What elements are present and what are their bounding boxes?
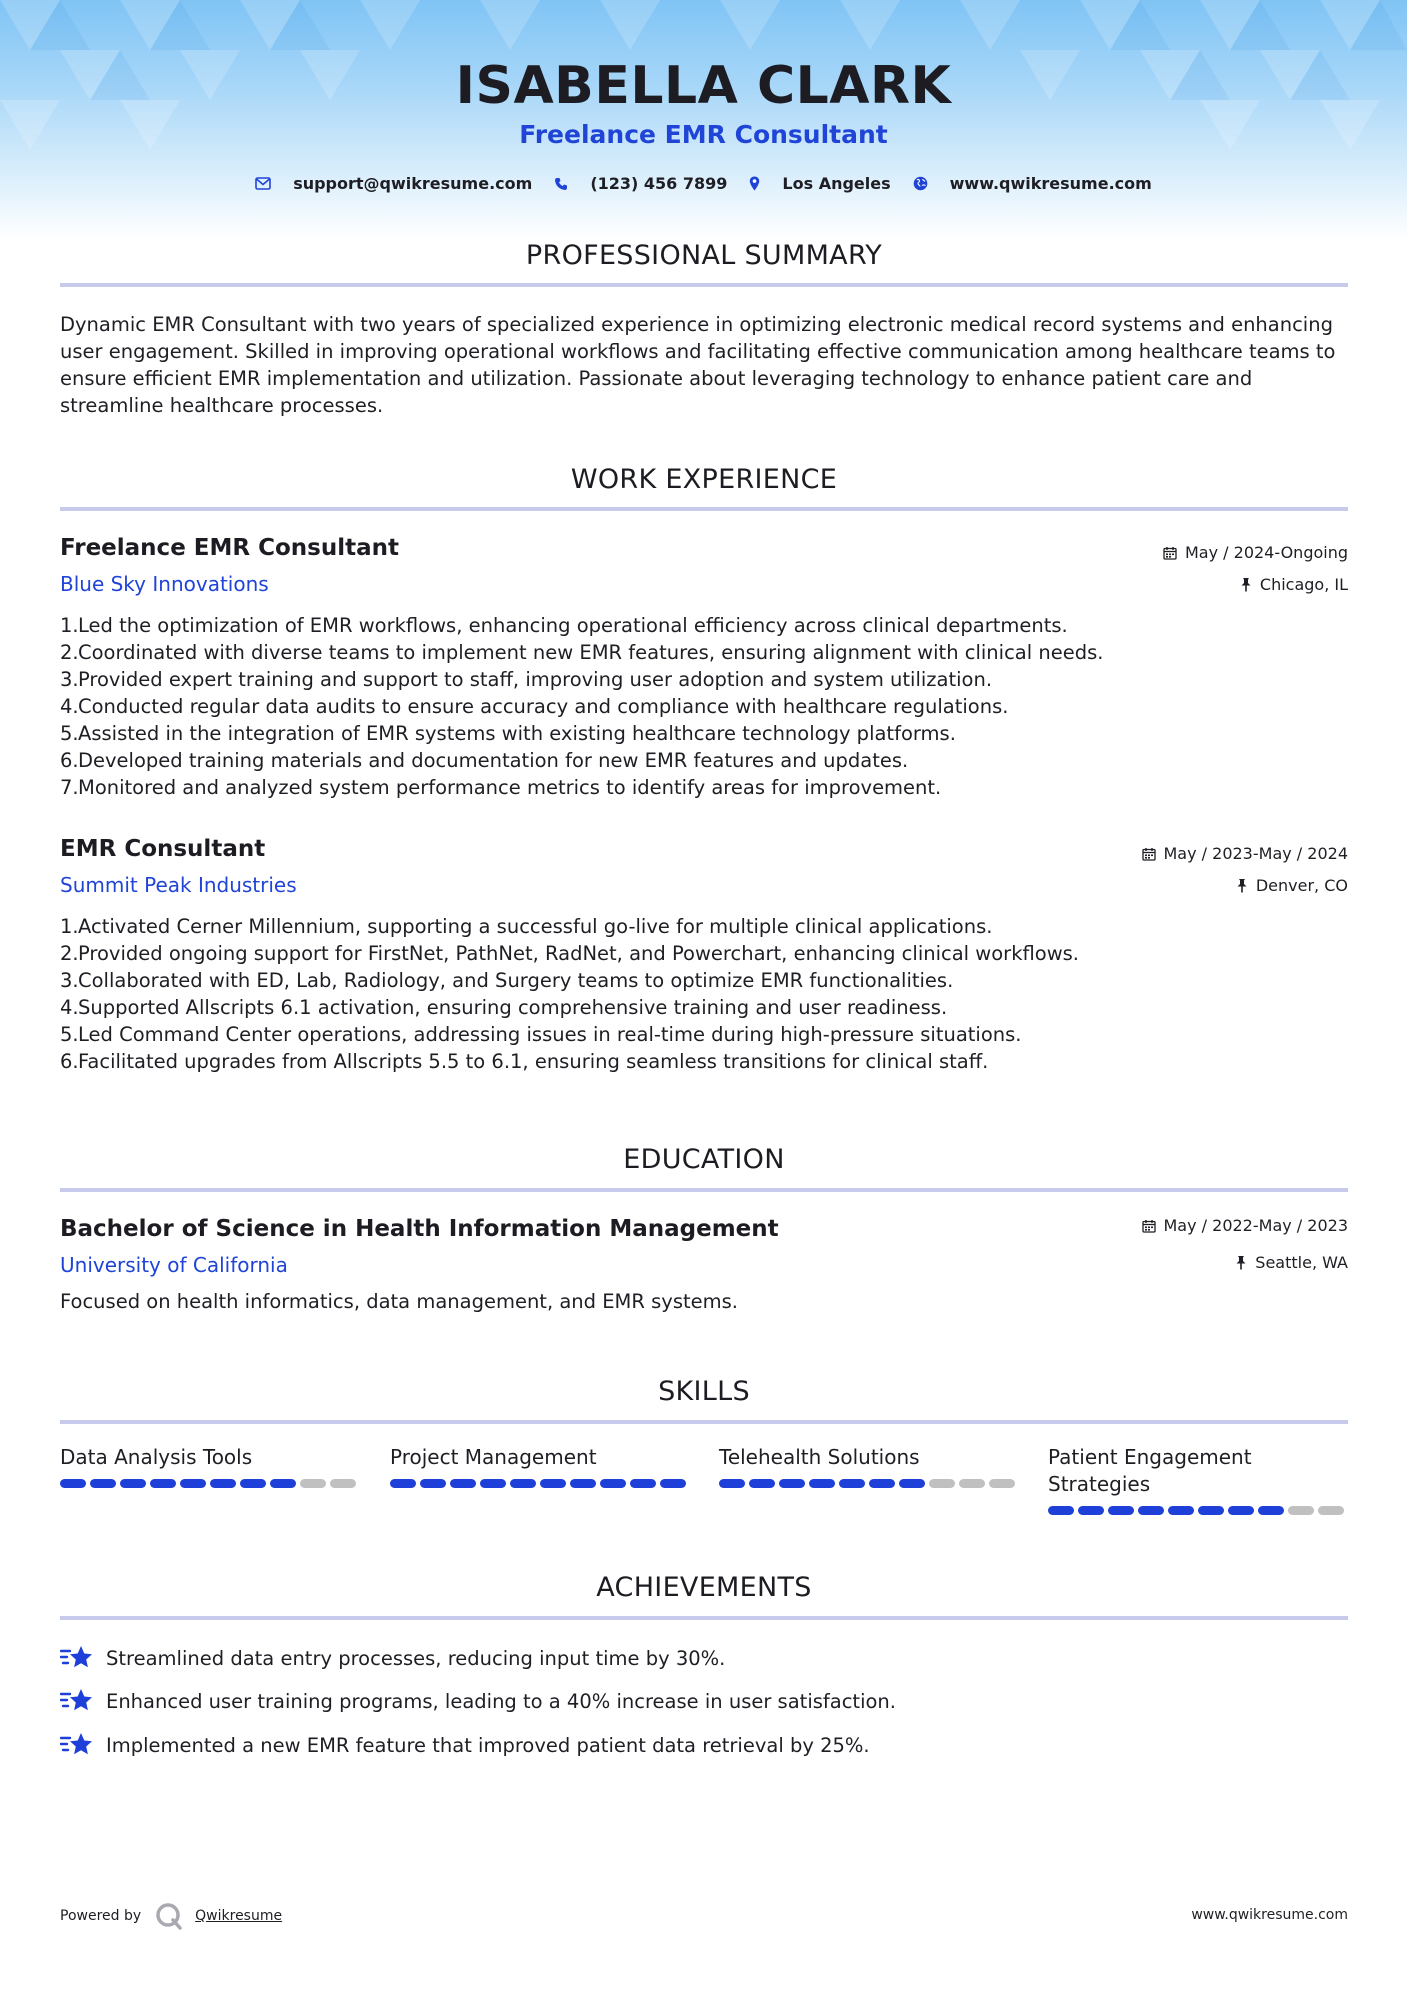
skill-level-bar <box>390 1479 690 1488</box>
section-divider <box>60 283 1348 287</box>
skill-level-segment <box>869 1479 895 1488</box>
skill-item <box>719 1444 1019 1488</box>
star-achievement-icon <box>60 1644 94 1672</box>
skill-name <box>1048 1444 1348 1498</box>
skill-name: Data Analysis Tools <box>60 1445 253 1469</box>
skill-level-segment <box>660 1479 686 1488</box>
job-title: Freelance EMR Consultant <box>60 535 400 561</box>
skill-level-segment <box>600 1479 626 1488</box>
job-dates <box>1142 844 1349 863</box>
powered-by-label: Powered by <box>60 1908 142 1924</box>
section-title-education: EDUCATION <box>623 1144 785 1175</box>
list-item: 5. Assisted in the integration of EMR systems with existing healthcare technology platforms. <box>60 722 956 745</box>
star-achievement-icon <box>60 1687 94 1715</box>
skill-level-segment <box>809 1479 835 1488</box>
skill-level-segment <box>480 1479 506 1488</box>
skill-item <box>390 1444 690 1488</box>
list-item: 4. Supported Allscripts 6.1 activation, ensuring comprehensive training and user readiness. <box>60 996 948 1019</box>
pushpin-icon <box>1236 878 1248 893</box>
skill-level-segment <box>1288 1506 1314 1515</box>
achievement-item <box>60 1731 870 1759</box>
skill-level-segment <box>959 1479 985 1488</box>
education-location <box>1235 1253 1348 1272</box>
education-location-text: Seattle, WA <box>1255 1253 1348 1272</box>
skill-level-segment <box>719 1479 745 1488</box>
skill-level-segment <box>300 1479 326 1488</box>
skill-level-segment <box>989 1479 1015 1488</box>
education-dates <box>1142 1216 1349 1235</box>
skill-level-segment <box>1138 1506 1164 1515</box>
contact-email[interactable] <box>255 174 532 193</box>
calendar-icon <box>1142 847 1156 861</box>
skill-level-segment <box>420 1479 446 1488</box>
skill-level-segment <box>1108 1506 1134 1515</box>
skill-level-segment <box>1048 1506 1074 1515</box>
calendar-icon <box>1163 546 1177 560</box>
list-item: 5. Led Command Center operations, addressing issues in real-time during high-pressure situations. <box>60 1023 1022 1046</box>
map-pin-icon <box>749 176 760 191</box>
skill-level-segment <box>929 1479 955 1488</box>
achievement-text: Implemented a new EMR feature that improved patient data retrieval by 25%. <box>106 1733 870 1757</box>
skill-level-segment <box>1258 1506 1284 1515</box>
list-item: 1. Led the optimization of EMR workflows, enhancing operational efficiency across clinical departments. <box>60 614 1068 637</box>
qwikresume-logo-icon <box>155 1902 183 1930</box>
summary-line: streamline healthcare processes. <box>60 394 384 417</box>
section-divider <box>60 1188 1348 1192</box>
job-company: Summit Peak Industries <box>60 873 297 897</box>
degree-title: Bachelor of Science in Health Information Management <box>60 1216 779 1242</box>
footer-powered-by <box>60 1902 282 1930</box>
list-item: 2. Provided ongoing support for FirstNet, PathNet, RadNet, and Powerchart, enhancing clinical workflows. <box>60 942 1080 965</box>
achievement-text: Streamlined data entry processes, reducing input time by 30%. <box>106 1646 726 1670</box>
section-title-summary: PROFESSIONAL SUMMARY <box>525 240 883 271</box>
job-dates-text: May / 2023-May / 2024 <box>1163 844 1348 863</box>
phone-icon <box>554 177 568 191</box>
job-bullets <box>60 612 1348 801</box>
calendar-icon <box>1142 1219 1156 1233</box>
skill-level-segment <box>1078 1506 1104 1515</box>
skill-name-line: Strategies <box>1048 1472 1151 1496</box>
skill-name-line: Patient Engagement <box>1048 1445 1252 1469</box>
job-location-text: Denver, CO <box>1255 876 1348 895</box>
list-item: 1. Activated Cerner Millennium, supporting a successful go-live for multiple clinical applications. <box>60 915 993 938</box>
achievement-text: Enhanced user training programs, leading to a 40% increase in user satisfaction. <box>106 1689 896 1713</box>
skill-level-segment <box>210 1479 236 1488</box>
star-achievement-icon <box>60 1731 94 1759</box>
contact-bar <box>0 174 1407 193</box>
summary-text <box>60 311 1348 419</box>
skill-level-segment <box>90 1479 116 1488</box>
skill-level-bar <box>60 1479 360 1488</box>
list-item: 3. Provided expert training and support to staff, improving user adoption and system utilization. <box>60 668 993 691</box>
list-item: 6. Facilitated upgrades from Allscripts 5.5 to 6.1, ensuring seamless transitions for clinical staff. <box>60 1050 989 1073</box>
section-title-skills: SKILLS <box>658 1376 750 1407</box>
contact-location-text: Los Angeles <box>782 174 891 193</box>
skill-level-segment <box>1318 1506 1344 1515</box>
skill-level-segment <box>270 1479 296 1488</box>
skill-level-segment <box>390 1479 416 1488</box>
section-title-achievements: ACHIEVEMENTS <box>596 1572 812 1603</box>
skill-level-segment <box>1228 1506 1254 1515</box>
summary-line: Dynamic EMR Consultant with two years of specialized experience in optimizing electronic medical record systems and enhancing <box>60 313 1333 336</box>
skill-level-segment <box>1168 1506 1194 1515</box>
list-item: 7. Monitored and analyzed system performance metrics to identify areas for improvement. <box>60 776 942 799</box>
skill-level-bar <box>719 1479 1019 1488</box>
school-name: University of California <box>60 1253 288 1277</box>
skill-level-segment <box>1198 1506 1224 1515</box>
section-divider <box>60 1616 1348 1620</box>
summary-line: ensure efficient EMR implementation and utilization. Passionate about leveraging technology to enhance patient care and <box>60 367 1253 390</box>
achievement-item <box>60 1644 725 1672</box>
skill-name: Telehealth Solutions <box>719 1445 920 1469</box>
skill-level-segment <box>630 1479 656 1488</box>
candidate-title: Freelance EMR Consultant <box>519 120 888 149</box>
job-title: EMR Consultant <box>60 836 266 862</box>
pushpin-icon <box>1235 1255 1247 1270</box>
list-item: 3. Collaborated with ED, Lab, Radiology, and Surgery teams to optimize EMR functionalities. <box>60 969 954 992</box>
globe-icon <box>913 176 928 191</box>
skill-level-segment <box>330 1479 356 1488</box>
skill-level-segment <box>779 1479 805 1488</box>
skill-level-bar <box>1048 1506 1348 1515</box>
skill-level-segment <box>120 1479 146 1488</box>
job-location <box>1236 876 1348 895</box>
contact-phone-text: (123) 456 7899 <box>590 174 728 193</box>
job-location <box>1240 575 1348 594</box>
education-dates-text: May / 2022-May / 2023 <box>1163 1216 1348 1235</box>
job-dates <box>1163 543 1348 562</box>
contact-location <box>749 174 890 193</box>
skill-level-segment <box>540 1479 566 1488</box>
qwikresume-link[interactable]: Qwikresume <box>195 1908 283 1924</box>
section-divider <box>60 507 1348 511</box>
list-item: 4. Conducted regular data audits to ensure accuracy and compliance with healthcare regulations. <box>60 695 1009 718</box>
skill-level-segment <box>570 1479 596 1488</box>
skill-level-segment <box>839 1479 865 1488</box>
achievement-item <box>60 1687 896 1715</box>
contact-phone[interactable] <box>554 174 727 193</box>
summary-line: user engagement. Skilled in improving operational workflows and facilitating effective communication among healthcare teams to <box>60 340 1336 363</box>
footer-website[interactable]: www.qwikresume.com <box>1191 1907 1348 1923</box>
envelope-icon <box>255 177 271 190</box>
skill-item <box>1048 1444 1348 1515</box>
skill-level-segment <box>899 1479 925 1488</box>
candidate-name: ISABELLA CLARK <box>455 56 952 116</box>
list-item: 6. Developed training materials and documentation for new EMR features and updates. <box>60 749 909 772</box>
section-divider <box>60 1420 1348 1424</box>
skill-level-segment <box>510 1479 536 1488</box>
skill-level-segment <box>60 1479 86 1488</box>
skill-level-segment <box>749 1479 775 1488</box>
contact-website-text: www.qwikresume.com <box>949 174 1152 193</box>
skill-level-segment <box>240 1479 266 1488</box>
skill-level-segment <box>150 1479 176 1488</box>
skill-level-segment <box>450 1479 476 1488</box>
list-item: 2. Coordinated with diverse teams to implement new EMR features, ensuring alignment with clinical needs. <box>60 641 1104 664</box>
pushpin-icon <box>1240 577 1252 592</box>
job-location-text: Chicago, IL <box>1259 575 1348 594</box>
section-title-experience: WORK EXPERIENCE <box>570 464 838 495</box>
contact-email-text: support@qwikresume.com <box>293 174 533 193</box>
job-bullets <box>60 913 1348 1075</box>
skill-name: Project Management <box>390 1445 597 1469</box>
education-description: Focused on health informatics, data management, and EMR systems. <box>60 1290 738 1313</box>
skill-item <box>60 1444 360 1488</box>
job-company: Blue Sky Innovations <box>60 572 269 596</box>
skill-level-segment <box>180 1479 206 1488</box>
job-dates-text: May / 2024-Ongoing <box>1185 543 1348 562</box>
contact-website[interactable] <box>913 174 1152 193</box>
